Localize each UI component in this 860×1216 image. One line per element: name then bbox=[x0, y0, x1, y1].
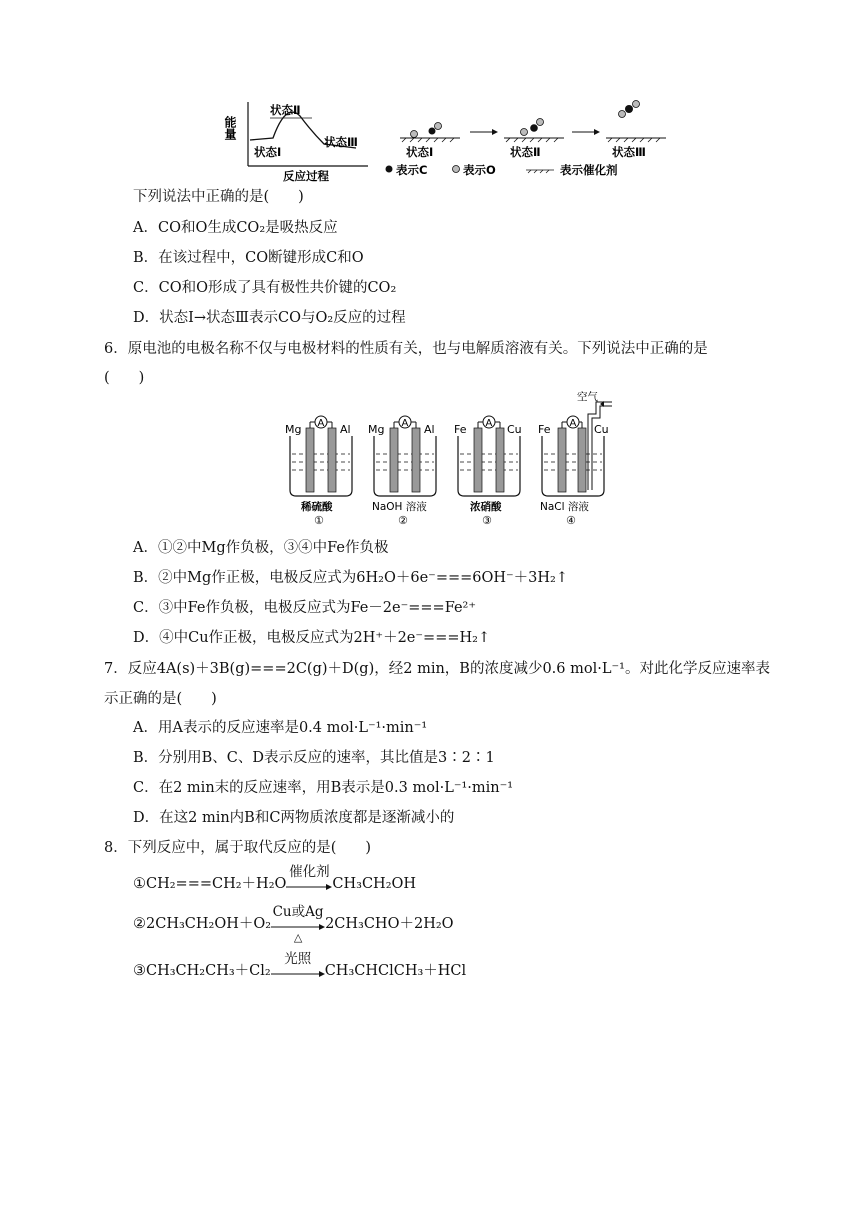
cell-3 bbox=[454, 416, 522, 527]
svg-text:浓硝酸: 浓硝酸 bbox=[470, 501, 502, 513]
svg-text:①: ① bbox=[314, 514, 324, 527]
svg-text:A: A bbox=[569, 418, 577, 429]
svg-text:②: ② bbox=[398, 514, 408, 527]
reaction-1-arrow bbox=[286, 884, 332, 894]
reaction-2 bbox=[133, 904, 454, 944]
svg-text:Fe: Fe bbox=[454, 423, 467, 436]
q7-option-d: D．在这2 min内B和C两物质浓度都是逐渐减小的 bbox=[133, 810, 455, 826]
svg-text:稀硫酸: 稀硫酸 bbox=[301, 501, 333, 513]
q5-stem: 下列说法中正确的是( ) bbox=[133, 189, 304, 205]
reaction-3-arrow bbox=[271, 971, 325, 981]
reaction-3-reactants: ③CH₃CH₂CH₃＋Cl₂ bbox=[133, 963, 271, 979]
q6-stem-line2: ( ) bbox=[104, 370, 145, 386]
svg-text:Mg: Mg bbox=[368, 423, 385, 436]
cell-1 bbox=[285, 416, 352, 527]
q7-stem-line2: 示正确的是( ) bbox=[104, 691, 217, 707]
reaction-3 bbox=[133, 951, 467, 981]
svg-text:Cu: Cu bbox=[594, 423, 609, 436]
state1-label: 状态Ⅰ bbox=[254, 145, 282, 159]
svg-text:NaCl 溶液: NaCl 溶液 bbox=[540, 501, 589, 513]
legend-c: 表示C bbox=[396, 163, 428, 177]
air-label: 空气 bbox=[577, 391, 598, 403]
q7-option-c: C．在2 min末的反应速率，用B表示是0.3 mol·L⁻¹·min⁻¹ bbox=[133, 780, 514, 796]
cell-2 bbox=[368, 416, 436, 527]
reaction-1-condition: 催化剂 bbox=[289, 864, 330, 880]
svg-text:A: A bbox=[401, 418, 409, 429]
q6-stem-line1: 6．原电池的电极名称不仅与电极材料的性质有关，也与电解质溶液有关。下列说法中正确的是 bbox=[104, 341, 708, 357]
q5-option-c: C．CO和O形成了具有极性共价键的CO₂ bbox=[133, 280, 397, 296]
reaction-2-products: 2CH₃CHO＋2H₂O bbox=[325, 916, 454, 932]
legend-o: 表示O bbox=[463, 163, 496, 177]
svg-text:Al: Al bbox=[424, 423, 435, 436]
reaction-3-products: CH₃CHClCH₃＋HCl bbox=[324, 963, 467, 979]
svg-text:Al: Al bbox=[340, 423, 351, 436]
reaction-1-reactants: ①CH₂===CH₂＋H₂O bbox=[133, 876, 287, 892]
svg-text:A: A bbox=[485, 418, 493, 429]
svg-text:A: A bbox=[317, 418, 325, 429]
panel-state3: 状态Ⅲ bbox=[612, 145, 646, 159]
state2-label: 状态Ⅱ bbox=[270, 103, 301, 117]
q6-option-c: C．③中Fe作负极，电极反应式为Fe－2e⁻===Fe²⁺ bbox=[133, 600, 477, 616]
reaction-1 bbox=[133, 864, 417, 894]
svg-text:Cu: Cu bbox=[507, 423, 522, 436]
q5-option-a: A．CO和O生成CO₂是吸热反应 bbox=[133, 220, 338, 236]
panel-state1: 状态Ⅰ bbox=[406, 145, 434, 159]
energy-reaction-figure bbox=[223, 98, 668, 183]
svg-text:④: ④ bbox=[566, 514, 576, 527]
q5-option-b: B．在该过程中，CO断键形成C和O bbox=[133, 250, 364, 266]
q6-option-b: B．②中Mg作正极，电极反应式为6H₂O＋6e⁻===6OH⁻＋3H₂↑ bbox=[133, 570, 569, 586]
process-axis-label: 反应过程 bbox=[283, 169, 329, 183]
q6-option-a: A．①②中Mg作负极，③④中Fe作负极 bbox=[133, 540, 389, 556]
reaction-3-condition: 光照 bbox=[284, 951, 312, 967]
q8-stem: 8．下列反应中，属于取代反应的是( ) bbox=[104, 840, 372, 856]
svg-text:③: ③ bbox=[482, 514, 492, 527]
legend-catalyst: 表示催化剂 bbox=[560, 163, 618, 177]
reaction-2-condition: Cu或Ag bbox=[272, 904, 324, 920]
state3-label: 状态Ⅲ bbox=[324, 135, 358, 149]
cell-4 bbox=[538, 390, 612, 527]
svg-text:NaOH 溶液: NaOH 溶液 bbox=[372, 501, 427, 513]
reaction-1-products: CH₃CH₂OH bbox=[332, 876, 417, 892]
galvanic-cells-figure bbox=[282, 392, 612, 532]
panel-state2: 状态Ⅱ bbox=[510, 145, 541, 159]
q6-option-d: D．④中Cu作正极，电极反应式为2H⁺＋2e⁻===H₂↑ bbox=[133, 630, 491, 646]
q7-option-b: B．分别用B、C、D表示反应的速率，其比值是3∶2∶1 bbox=[133, 750, 495, 766]
q7-stem-line1: 7．反应4A(s)＋3B(g)===2C(g)＋D(g)，经2 min，B的浓度减少0.6 mol·L⁻¹。对此化学反应速率表 bbox=[104, 661, 770, 677]
reaction-2-heat: △ bbox=[293, 931, 303, 944]
svg-text:Mg: Mg bbox=[285, 423, 302, 436]
energy-axis-label: 能量 bbox=[223, 116, 237, 140]
q7-option-a: A．用A表示的反应速率是0.4 mol·L⁻¹·min⁻¹ bbox=[133, 720, 428, 736]
svg-text:Fe: Fe bbox=[538, 423, 551, 436]
q5-option-d: D．状态Ⅰ→状态Ⅲ表示CO与O₂反应的过程 bbox=[133, 310, 406, 326]
reaction-2-reactants: ②2CH₃CH₂OH＋O₂ bbox=[133, 916, 272, 932]
